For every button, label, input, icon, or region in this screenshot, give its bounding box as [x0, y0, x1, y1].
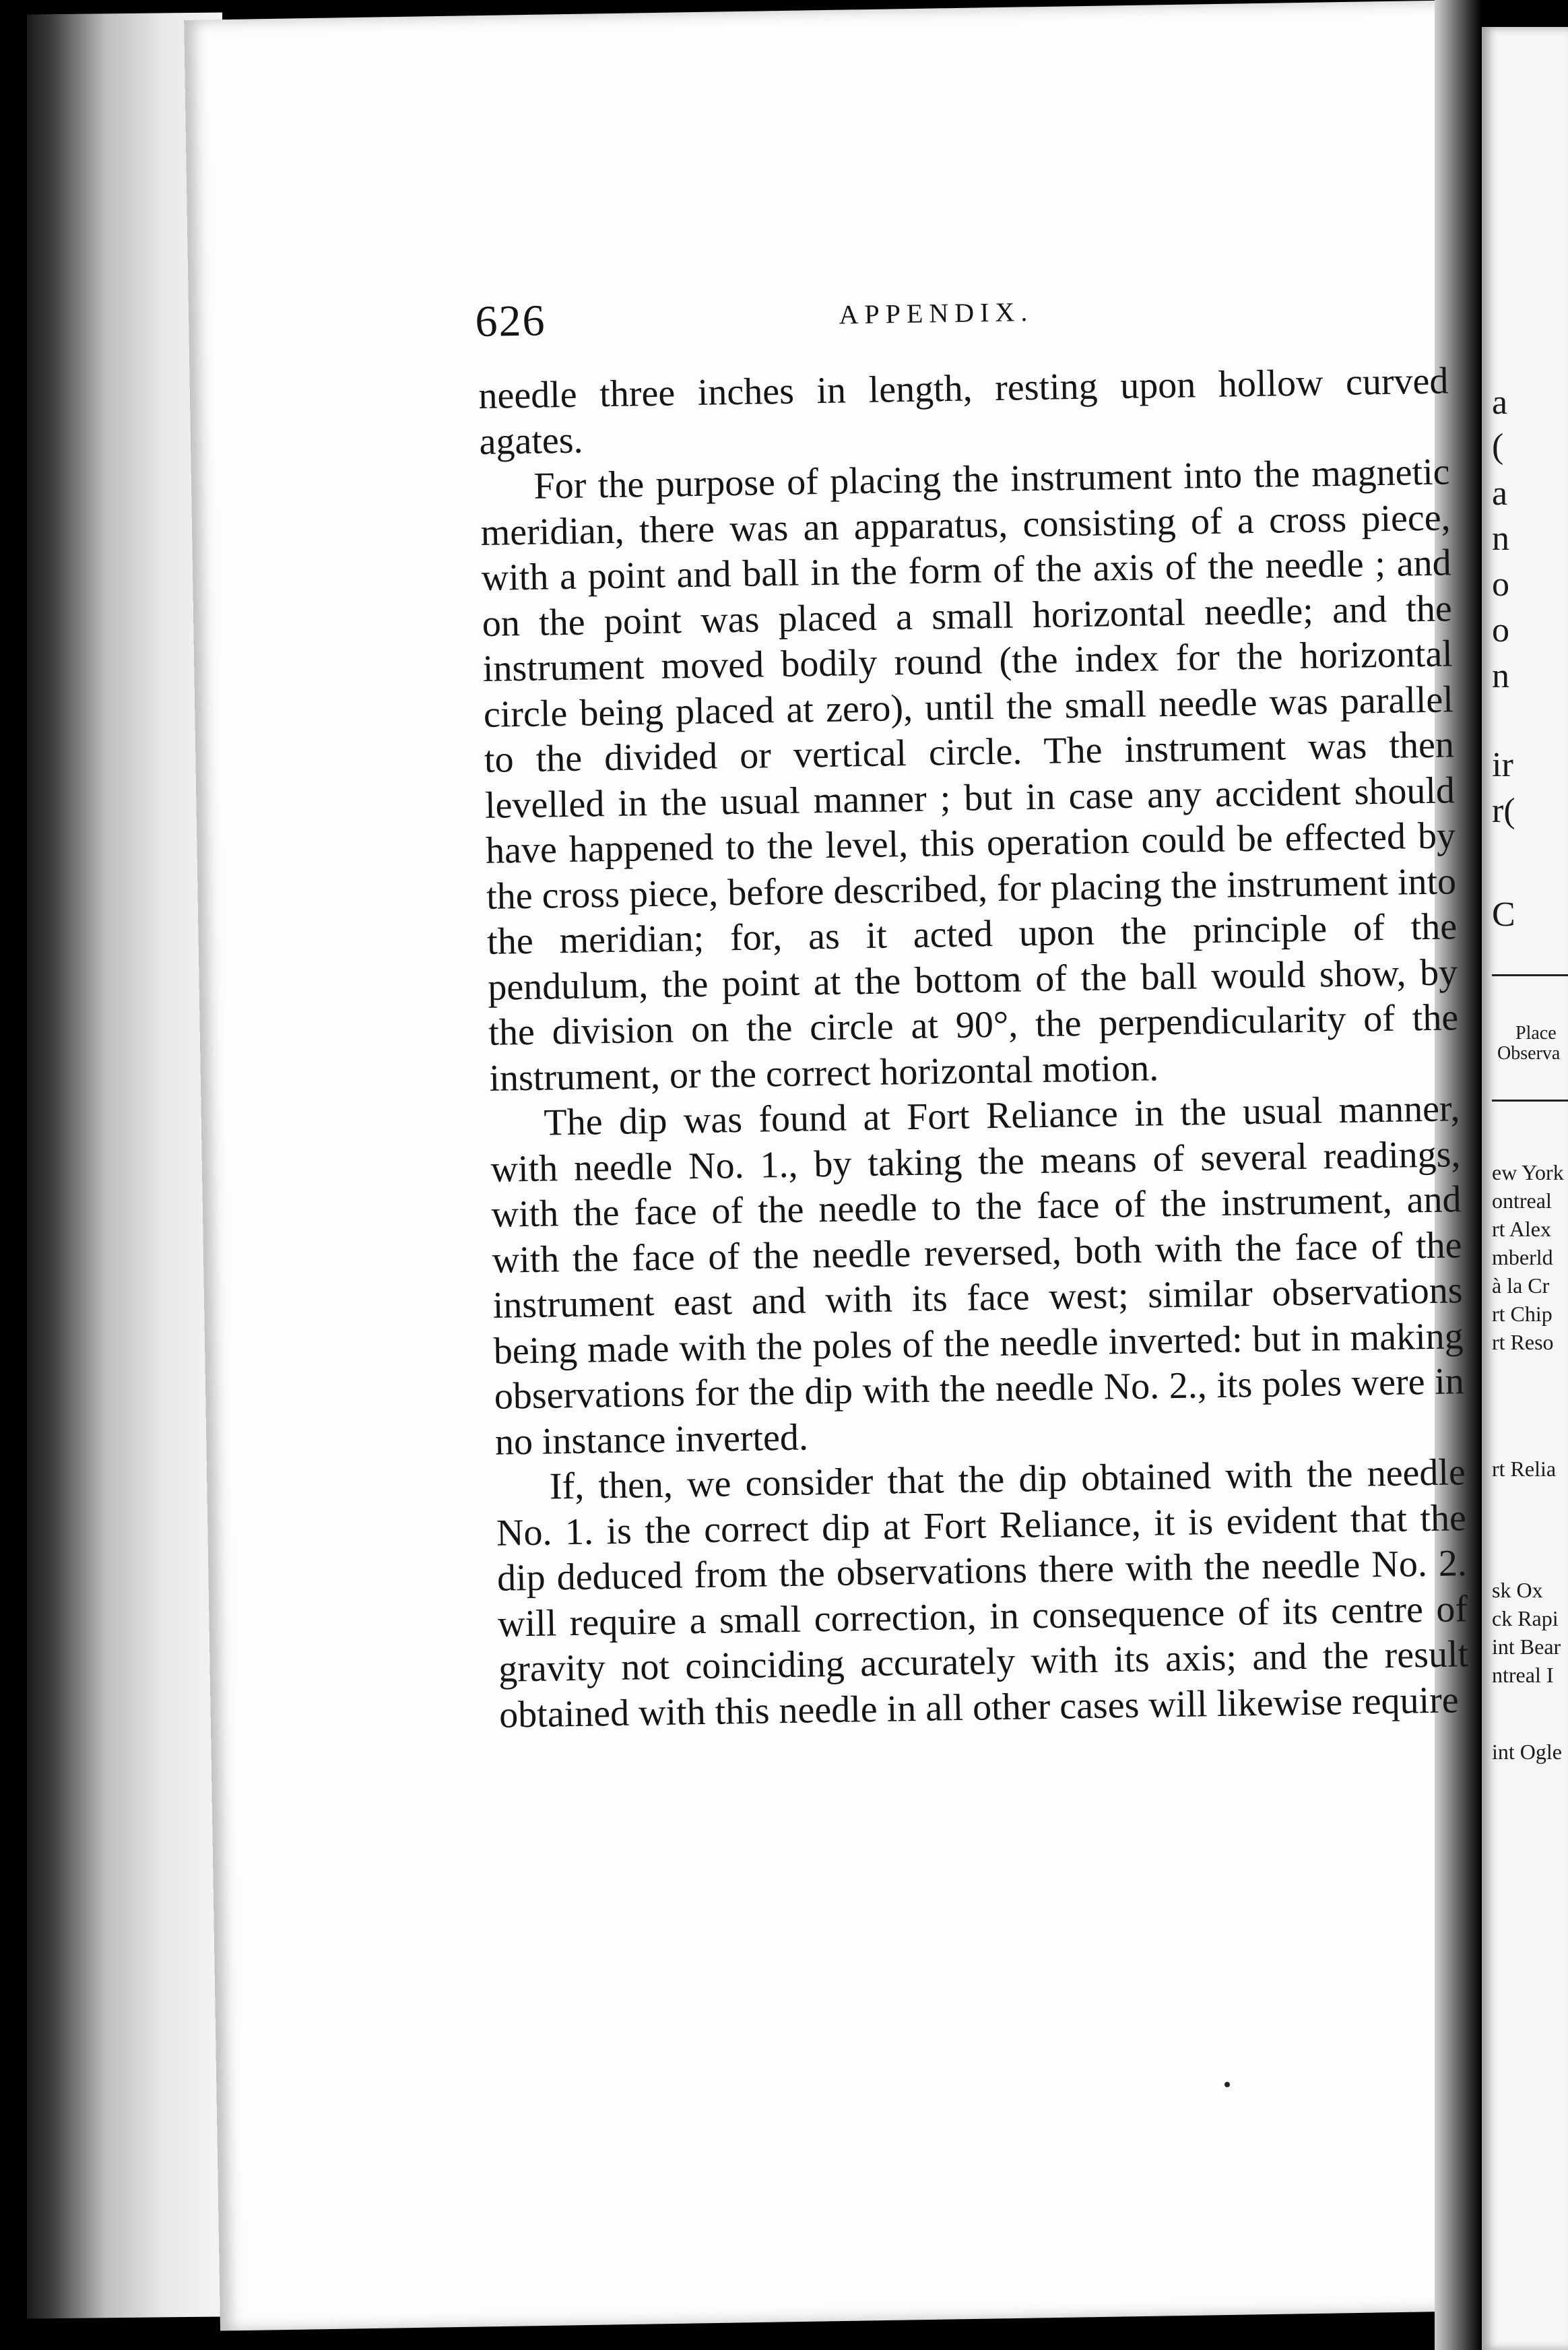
facing-table-row: ntreal I [1492, 1663, 1554, 1687]
body-text [478, 358, 1470, 1738]
facing-letter: ( [1492, 427, 1504, 466]
facing-letter: n [1492, 657, 1509, 695]
paragraph-3: The dip was found at Fort Reliance in the usual manner, with needle No. 1., by taking the means of several readings, with the face of the needle to the face of the instrument, and with the face of the needle reversed, both with the face of the instrument east and with its face west; similar observations being made with the poles of the needle inverted: but in making observations for the dip with the needle No. 2., its poles were in no instance inverted. [490, 1087, 1465, 1463]
facing-table-row: rt Alex [1492, 1217, 1551, 1241]
facing-letter: n [1492, 519, 1509, 558]
facing-letter: a [1492, 383, 1508, 422]
facing-table-row: ew York [1492, 1160, 1564, 1184]
facing-table-row: mberld [1492, 1245, 1553, 1269]
facing-table-row: sk Ox [1492, 1578, 1543, 1602]
facing-table-row: rt Reso [1492, 1330, 1554, 1354]
facing-table-rule [1492, 974, 1568, 976]
facing-table-row: int Bear [1492, 1634, 1561, 1659]
facing-table-rule [1492, 1100, 1568, 1102]
facing-table-row: à la Cr [1492, 1273, 1550, 1298]
facing-table-row: ontreal [1492, 1188, 1552, 1213]
facing-letter: r( [1492, 792, 1515, 830]
facing-table-row: rt Chip [1492, 1302, 1553, 1326]
facing-table-row: rt Relia [1492, 1457, 1557, 1481]
facing-table-row: int Ogle [1492, 1740, 1562, 1764]
facing-table-row: ck Rapi [1492, 1606, 1559, 1630]
facing-letter: o [1492, 565, 1509, 604]
paragraph-2: For the purpose of placing the instrument into the magnetic meridian, there was an apparatus, consisting of a cross piece, with a point and ball in the form of the axis of the needle ; and on the point was placed a small horizontal needle; and the instrument moved bodily round (the index for the horizontal circle being placed at zero), until the small needle was parallel to the divided or vertical circle. The instrument was then levelled in the usual manner ; but in case any accident should have happened to the level, this operation could be effected by the cross piece, before described, for placing the instrument into the meridian; for, as it acted upon the principle of the pendulum, the point at the bottom of the ball would show, by the division on the circle at 90°, the perpendicularity of the instrument, or the correct horizontal motion. [480, 451, 1459, 1100]
facing-letter: a [1492, 474, 1508, 513]
facing-table-header: Observa [1497, 1043, 1561, 1064]
facing-table-letter: C [1492, 895, 1515, 934]
paragraph-1: needle three inches in length, resting upon hollow curved agates. [478, 360, 1449, 463]
facing-letter: o [1492, 611, 1509, 649]
facing-table-header: Place [1515, 1023, 1557, 1044]
ink-speck [1224, 2082, 1230, 2087]
page-number: 626 [475, 296, 547, 346]
facing-letter: ir [1492, 746, 1513, 784]
paragraph-4: If, then, we consider that the dip obtained with the needle No. 1. is the correct dip at Fort Reliance, it is evident that the dip deduced from the observations there with the needle No. 2. will require a small correction, in consequence of its centre of gravity not coinciding accurately with its axis; and the result obtained with this needle in all other cases will likewise require [496, 1451, 1469, 1736]
running-head-title: APPENDIX. [839, 296, 1034, 330]
